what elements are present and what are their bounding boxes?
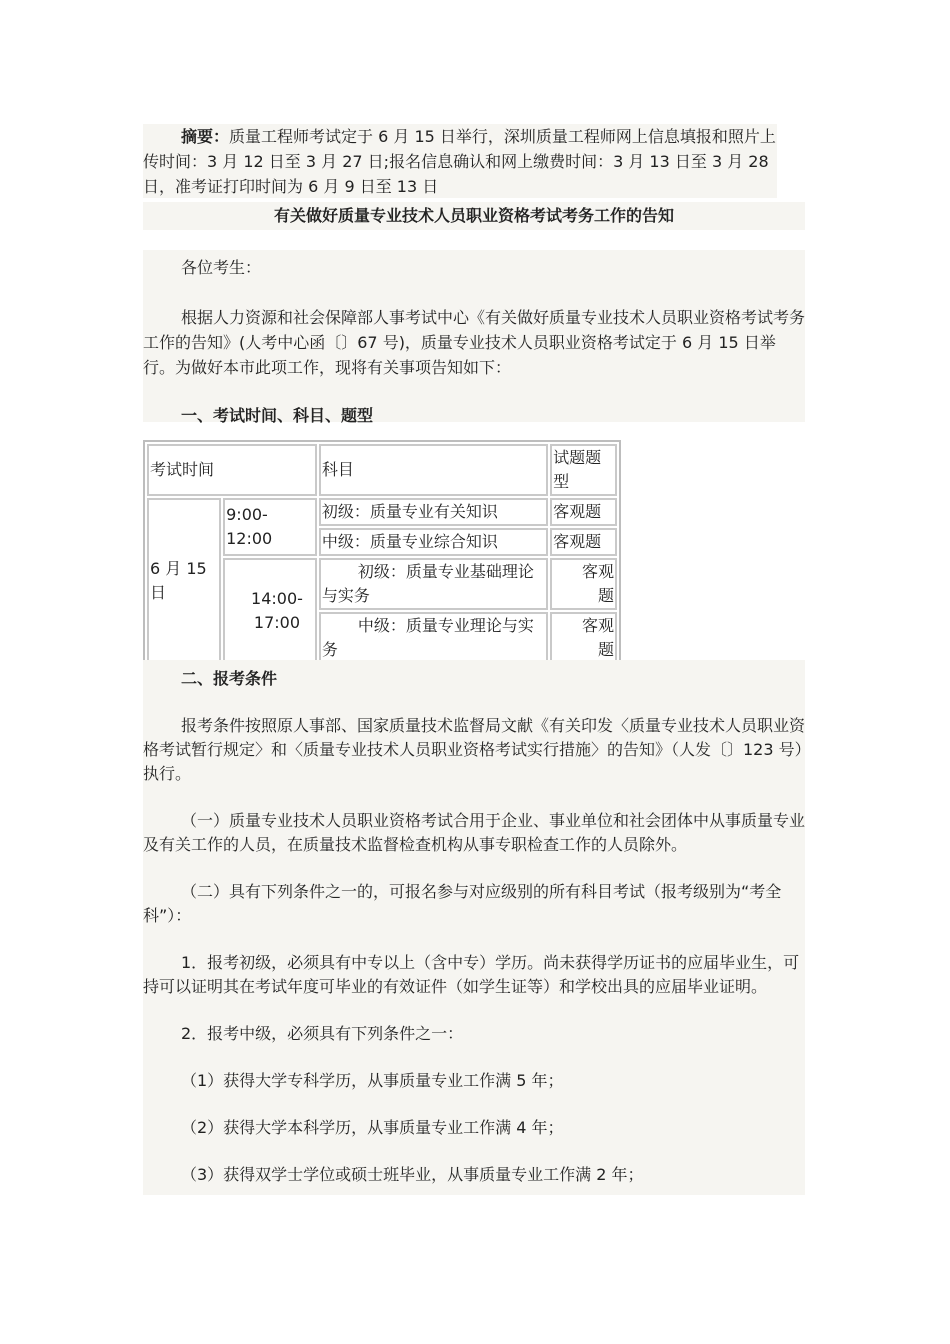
morning-time-cell: 9:00-12:00 bbox=[223, 498, 317, 556]
exam-schedule-table bbox=[143, 440, 621, 668]
type-cell: 客观题 bbox=[550, 612, 617, 664]
notice-title: 有关做好质量专业技术人员职业资格考试考务工作的告知 bbox=[143, 202, 805, 230]
header-subject: 科目 bbox=[319, 444, 548, 496]
table-row bbox=[147, 498, 617, 526]
paragraph: （3）获得双学士学位或硕士班毕业，从事质量专业工作满 2 年； bbox=[181, 1165, 644, 1184]
subject-cell: 中级：质量专业综合知识 bbox=[319, 528, 548, 556]
paragraph: 1．报考初级，必须具有中专以上（含中专）学历。尚未获得学历证书的应届毕业生，可持可以证明其在考试年度可毕业的有效证件（如学生证等）和学校出具的应届毕业证明。 bbox=[143, 953, 800, 996]
paragraph: （1）获得大学专科学历，从事质量专业工作满 5 年； bbox=[181, 1071, 564, 1090]
requirements-section bbox=[143, 660, 805, 1195]
paragraph: （2）获得大学本科学历，从事质量专业工作满 4 年； bbox=[181, 1118, 564, 1137]
paragraph: 2．报考中级，必须具有下列条件之一： bbox=[181, 1024, 464, 1043]
paragraph: 报考条件按照原人事部、国家质量技术监督局文献《有关印发〈质量专业技术人员职业资格考试暂行规定〉和〈质量专业技术人员职业资格考试实行措施〉的告知》（人发〔〕123 号）执行。 bbox=[143, 716, 806, 783]
section2-heading: 二、报考条件 bbox=[181, 669, 278, 688]
header-question-type: 试题题型 bbox=[550, 444, 617, 496]
type-cell: 客观题 bbox=[550, 498, 617, 526]
abstract-block bbox=[143, 124, 777, 198]
section1-heading: 一、考试时间、科目、题型 bbox=[181, 406, 374, 425]
subject-cell: 初级：质量专业基础理论与实务 bbox=[319, 558, 548, 610]
exam-date-cell: 6 月 15 日 bbox=[147, 498, 221, 664]
afternoon-time-cell: 14:00-17:00 bbox=[223, 558, 317, 664]
greeting: 各位考生： bbox=[181, 258, 262, 277]
paragraph: （一）质量专业技术人员职业资格考试合用于企业、事业单位和社会团体中从事质量专业及有关工作的人员，在质量技术监督检查机构从事专职检查工作的人员除外。 bbox=[143, 811, 806, 854]
subject-cell: 中级：质量专业理论与实务 bbox=[319, 612, 548, 664]
intro-section bbox=[143, 250, 806, 425]
type-cell: 客观题 bbox=[550, 558, 617, 610]
paragraph: （二）具有下列条件之一的，可报名参与对应级别的所有科目考试（报考级别为“考全科”）： bbox=[143, 882, 782, 925]
abstract-text: 质量工程师考试定于 6 月 15 日举行，深圳质量工程师网上信息填报和照片上传时间：3 月 12 日至 3 月 27 日;报名信息确认和网上缴费时间：3 月 13 日至 3 月 28 日，准考证打印时间为 6 月 9 日至 13 日 bbox=[143, 127, 776, 196]
intro-paragraph: 根据人力资源和社会保障部人事考试中心《有关做好质量专业技术人员职业资格考试考务工作的告知》(人考中心函〔〕67 号)，质量专业技术人员职业资格考试定于 6 月 15 日举行。为做好本市此项工作，现将有关事项告知如下： bbox=[143, 308, 806, 377]
header-exam-time: 考试时间 bbox=[147, 444, 317, 496]
abstract-label: 摘要： bbox=[181, 127, 230, 146]
table-header-row bbox=[147, 444, 617, 496]
abstract-paragraph bbox=[143, 124, 777, 199]
subject-cell: 初级：质量专业有关知识 bbox=[319, 498, 548, 526]
type-cell: 客观题 bbox=[550, 528, 617, 556]
